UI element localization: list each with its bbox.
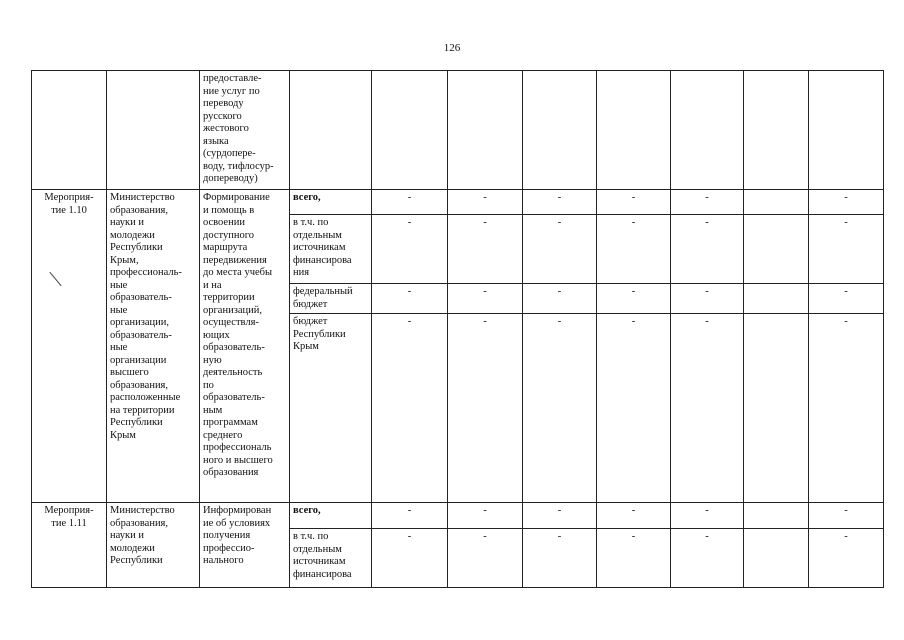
continuation-row [32, 71, 884, 190]
value-cell: - [448, 529, 523, 588]
value-cell: - [671, 190, 744, 215]
description-cell: Информирован ие об условиях получения профессио- нального [200, 503, 290, 588]
value-cell [744, 215, 809, 284]
value-cell: - [523, 190, 597, 215]
value-cell: - [809, 503, 884, 529]
table-row [32, 190, 884, 215]
value-cell: - [597, 190, 671, 215]
table-row [32, 503, 884, 529]
description-cell: Формирование и помощь в освоении доступного маршрута передвижения до места учебы и на территории организаций, осуществля- ющих образователь- ную деятельность по образователь- ным программам среднего профессиональ ного и высшего образования [200, 190, 290, 503]
value-cell: - [372, 215, 448, 284]
source-cell: всего, [290, 503, 372, 529]
source-cell: всего, [290, 190, 372, 215]
value-cell: - [597, 215, 671, 284]
source-cell [290, 71, 372, 190]
value-cell: - [448, 215, 523, 284]
executor-cell: Министерство образования, науки и молодежи Республики [107, 503, 200, 588]
executor-cell: Министерство образования, науки и молодежи Республики Крым, профессиональ- ные образователь- ные организации, образователь- ные организации высшего образования, расположенные на территории Республики Крым [107, 190, 200, 503]
value-cell: - [597, 503, 671, 529]
value-cell: - [523, 529, 597, 588]
value-cell: - [523, 284, 597, 314]
event-cell [32, 71, 107, 190]
value-cell [597, 71, 671, 190]
value-cell: - [597, 529, 671, 588]
value-cell: - [448, 503, 523, 529]
source-cell: в т.ч. по отдельным источникам финансирова ния [290, 215, 372, 284]
source-cell: федеральный бюджет [290, 284, 372, 314]
source-cell: в т.ч. по отдельным источникам финансирова [290, 529, 372, 588]
value-cell: - [448, 284, 523, 314]
value-cell: - [372, 503, 448, 529]
executor-cell [107, 71, 200, 190]
value-cell [744, 503, 809, 529]
value-cell: - [372, 190, 448, 215]
source-cell: бюджет Республики Крым [290, 314, 372, 503]
page-number: 126 [443, 42, 461, 54]
value-cell: - [372, 284, 448, 314]
value-cell [744, 190, 809, 215]
value-cell: - [671, 284, 744, 314]
value-cell: - [523, 215, 597, 284]
value-cell: - [671, 215, 744, 284]
value-cell: - [671, 314, 744, 503]
funding-table [31, 70, 884, 588]
value-cell: - [523, 314, 597, 503]
value-cell [671, 71, 744, 190]
event-label: Мероприя- тие 1.11 [32, 503, 107, 588]
value-cell: - [597, 284, 671, 314]
value-cell: - [809, 190, 884, 215]
value-cell [448, 71, 523, 190]
value-cell [809, 71, 884, 190]
value-cell: - [372, 529, 448, 588]
value-cell: - [809, 284, 884, 314]
value-cell: - [671, 529, 744, 588]
value-cell [744, 314, 809, 503]
value-cell [372, 71, 448, 190]
description-cell: предоставле- ние услуг по переводу русского жестового языка (сурдопере- воду, тифлосур- допереводу) [200, 71, 290, 190]
value-cell: - [448, 314, 523, 503]
value-cell [744, 284, 809, 314]
value-cell: - [523, 503, 597, 529]
event-label: Мероприя- тие 1.10 [32, 190, 107, 503]
value-cell [744, 529, 809, 588]
value-cell: - [597, 314, 671, 503]
value-cell: - [809, 314, 884, 503]
value-cell [744, 71, 809, 190]
value-cell: - [671, 503, 744, 529]
value-cell: - [809, 215, 884, 284]
value-cell: - [448, 190, 523, 215]
value-cell: - [809, 529, 884, 588]
value-cell [523, 71, 597, 190]
value-cell: - [372, 314, 448, 503]
